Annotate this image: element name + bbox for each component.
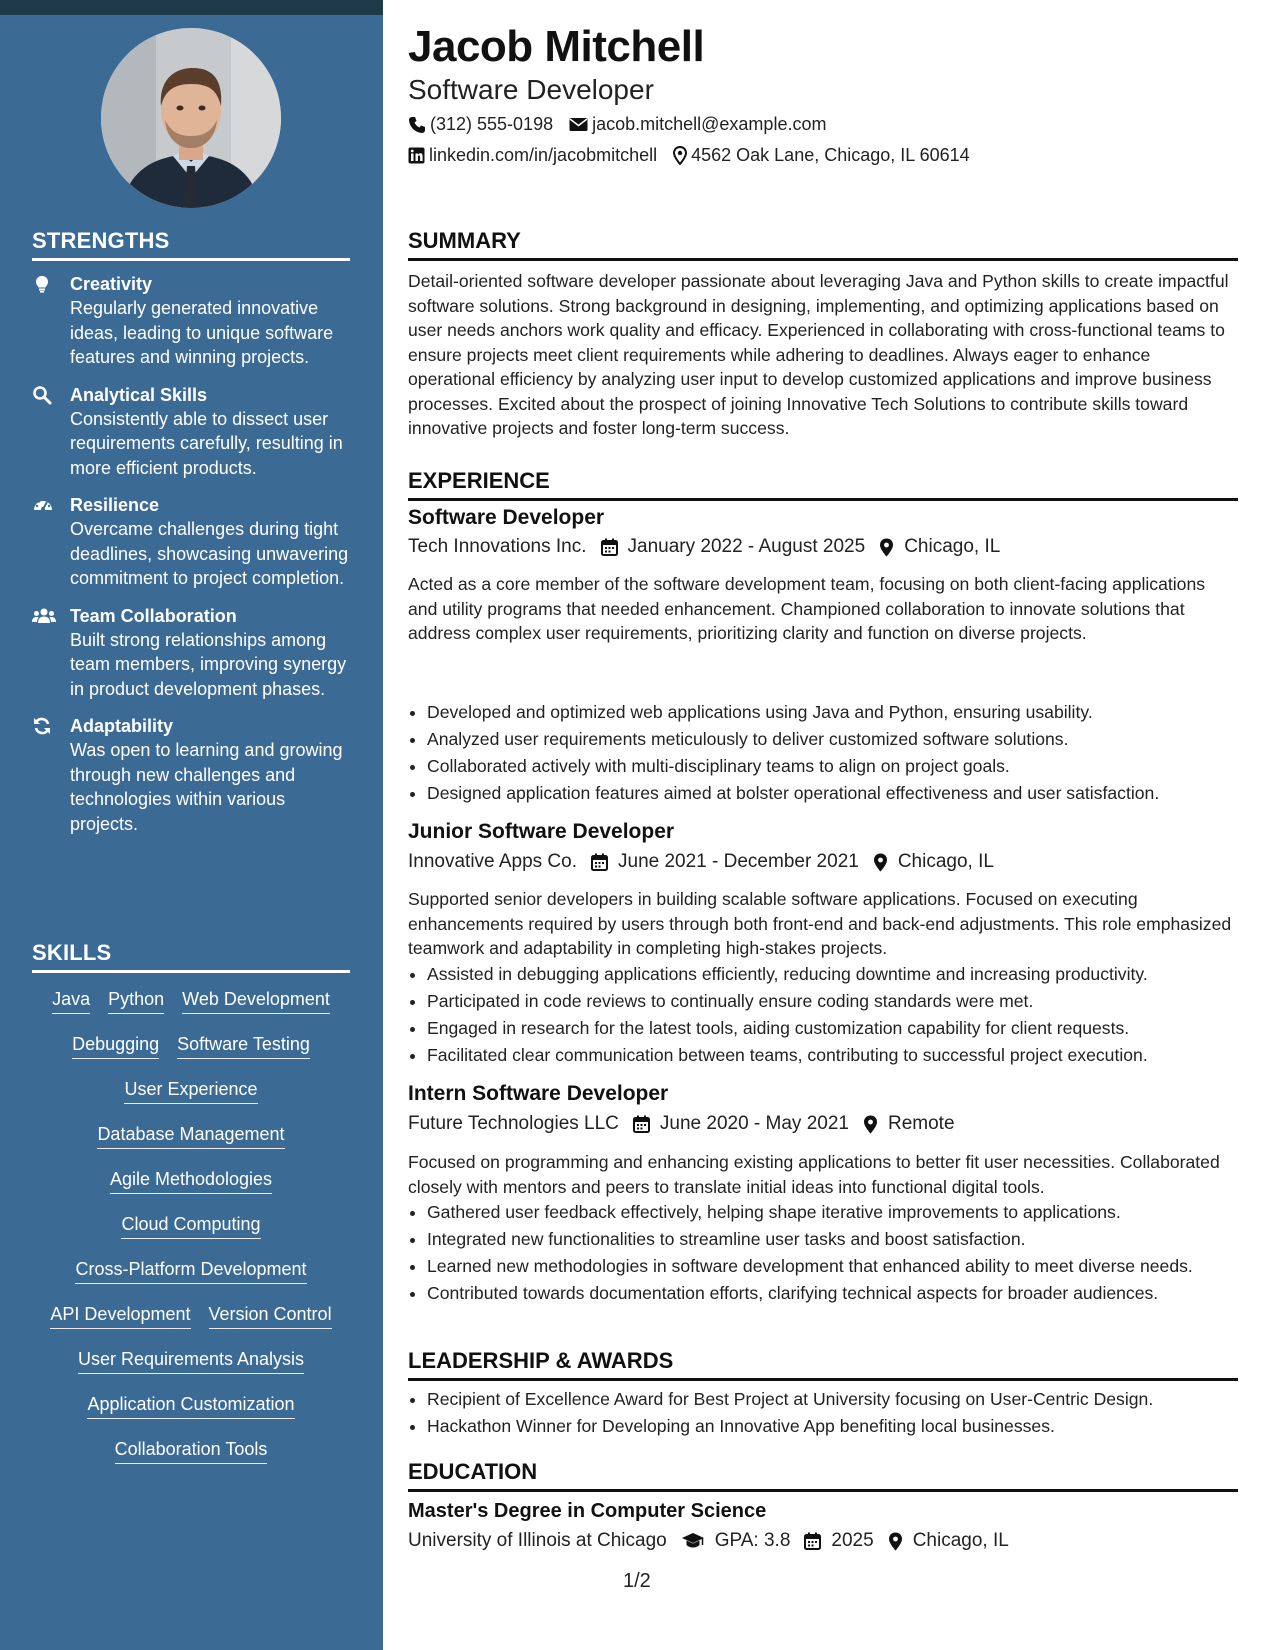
map-pin-icon bbox=[879, 538, 894, 557]
job-description: Focused on programming and enhancing existing applications to better fit user necessities. Collaborated closely with mentors and peers to translate initial ideas into functional digital tools. bbox=[408, 1152, 1220, 1197]
phone-contact bbox=[408, 114, 553, 135]
linkedin-icon bbox=[408, 147, 425, 164]
list-item: • Learned new methodologies in software development that enhanced ability to meet diverse needs. bbox=[427, 1254, 1257, 1279]
skill-tag: Debugging bbox=[72, 1032, 159, 1059]
skill-tag: Software Testing bbox=[177, 1032, 310, 1059]
skills-row bbox=[32, 1122, 350, 1167]
skill-tag: Cross-Platform Development bbox=[75, 1257, 306, 1284]
job-location: Chicago, IL bbox=[904, 536, 1001, 557]
education-heading: EDUCATION bbox=[408, 1459, 1238, 1492]
map-pin-icon bbox=[888, 1532, 903, 1551]
job-bullets bbox=[408, 962, 1257, 1070]
users-icon bbox=[32, 604, 70, 702]
job-title: Software Developer bbox=[408, 506, 605, 529]
refresh-icon bbox=[32, 714, 70, 836]
summary-text: Detail-oriented software developer passionate about leveraging Java and Python skills to create impactful software solutions. Strong background in designing, implementing, and optimizing applications based on user needs anchors work quality and efficacy. Experienced in collaborating with cross-functional teams to ensure projects meet client requirements while adhering to deadlines. Always eager to enhance operational efficiency by analyzing user input to develop customized applications and improve business processes. Excited about the prospect of joining Innovative Tech Solutions to contribute skills toward innovative projects and foster long-term success. bbox=[408, 271, 1229, 438]
skill-tag: Web Development bbox=[182, 987, 330, 1014]
strength-title: Creativity bbox=[70, 274, 153, 294]
top-accent-bar bbox=[0, 0, 383, 15]
phone-text: (312) 555-0198 bbox=[430, 114, 554, 134]
skills-row bbox=[32, 1347, 350, 1392]
contact-row bbox=[408, 145, 986, 166]
school-name: University of Illinois at Chicago bbox=[408, 1530, 667, 1551]
skill-tag: Version Control bbox=[209, 1302, 332, 1329]
list-item: • Gathered user feedback effectively, helping shape iterative improvements to applications. bbox=[427, 1200, 1257, 1225]
job-meta bbox=[408, 851, 994, 873]
strength-description: Overcame challenges during tight deadlines, showcasing unwavering commitment to project completion. bbox=[70, 519, 349, 588]
linkedin-link[interactable]: linkedin.com/in/jacobmitchell bbox=[429, 145, 658, 165]
page-number: 1/2 bbox=[623, 1570, 651, 1592]
strength-item bbox=[32, 272, 357, 370]
profile-photo bbox=[101, 28, 281, 208]
skill-tag: Java bbox=[52, 987, 90, 1014]
calendar-icon bbox=[591, 853, 608, 871]
job-bullets bbox=[408, 1200, 1257, 1308]
strength-title: Team Collaboration bbox=[70, 605, 237, 626]
skills-list bbox=[32, 987, 350, 1482]
strength-title: Adaptability bbox=[70, 716, 174, 736]
skills-heading: SKILLS bbox=[32, 940, 350, 973]
strengths-heading: STRENGTHS bbox=[32, 228, 350, 261]
map-pin-icon bbox=[873, 853, 888, 872]
sidebar bbox=[0, 15, 383, 1650]
job-description: Supported senior developers in building scalable software applications. Focused on executing enhancements required by users through both front-end and back-end adjustments. This role emphasized teamwork and adaptability in completing high-stakes projects. bbox=[408, 889, 1232, 958]
strength-title: Resilience bbox=[70, 495, 160, 515]
job-dates: June 2021 - December 2021 bbox=[618, 851, 859, 872]
education-location: Chicago, IL bbox=[912, 1530, 1009, 1551]
skill-tag: User Experience bbox=[124, 1077, 257, 1104]
lightbulb-icon bbox=[32, 272, 70, 370]
candidate-name: Jacob Mitchell bbox=[408, 22, 705, 71]
graduation-year: 2025 bbox=[831, 1530, 874, 1551]
skill-tag: Python bbox=[108, 987, 164, 1014]
calendar-icon bbox=[804, 1532, 821, 1550]
job-location: Chicago, IL bbox=[897, 851, 994, 872]
skill-tag: API Development bbox=[50, 1302, 190, 1329]
list-item: • Developed and optimized web applications using Java and Python, ensuring usability. bbox=[427, 700, 1257, 725]
gpa-text: GPA: 3.8 bbox=[714, 1530, 791, 1551]
education-meta bbox=[408, 1530, 1009, 1552]
envelope-icon bbox=[569, 117, 588, 132]
job-dates: January 2022 - August 2025 bbox=[627, 536, 866, 557]
list-item: • Engaged in research for the latest tools, aiding customization capability for client requests. bbox=[427, 1016, 1257, 1041]
awards-list bbox=[408, 1387, 1257, 1441]
strength-item bbox=[32, 714, 357, 836]
strength-item bbox=[32, 493, 357, 591]
skills-row bbox=[32, 987, 350, 1032]
company-name: Tech Innovations Inc. bbox=[408, 536, 587, 557]
list-item: • Collaborated actively with multi-disciplinary teams to align on project goals. bbox=[427, 754, 1257, 779]
list-item: • Assisted in debugging applications efficiently, reducing downtime and increasing productivity. bbox=[427, 962, 1257, 987]
company-name: Future Technologies LLC bbox=[408, 1113, 619, 1134]
address-text: 4562 Oak Lane, Chicago, IL 60614 bbox=[691, 145, 970, 165]
skill-tag: Cloud Computing bbox=[121, 1212, 260, 1239]
list-item: • Recipient of Excellence Award for Best Project at University focusing on User-Centric Design. bbox=[427, 1387, 1257, 1412]
skills-row bbox=[32, 1032, 350, 1077]
list-item: • Integrated new functionalities to streamline user tasks and boost satisfaction. bbox=[427, 1227, 1257, 1252]
job-meta bbox=[408, 1113, 955, 1135]
awards-heading: LEADERSHIP & AWARDS bbox=[408, 1348, 1238, 1381]
job-dates: June 2020 - May 2021 bbox=[659, 1113, 849, 1134]
strength-description: Was open to learning and growing through new challenges and technologies within various projects. bbox=[70, 740, 343, 834]
skills-row bbox=[32, 1077, 350, 1122]
skills-row bbox=[32, 1392, 350, 1437]
job-location: Remote bbox=[887, 1113, 955, 1134]
job-title: Intern Software Developer bbox=[408, 1082, 669, 1105]
contact-row bbox=[408, 114, 842, 135]
skills-row bbox=[32, 1257, 350, 1302]
skill-tag: User Requirements Analysis bbox=[78, 1347, 304, 1374]
list-item: • Facilitated clear communication between teams, contributing to successful project execution. bbox=[427, 1043, 1257, 1068]
email-contact[interactable] bbox=[569, 114, 826, 135]
list-item: • Designed application features aimed at bolster operational effectiveness and user satisfaction. bbox=[427, 781, 1257, 806]
map-pin-icon bbox=[863, 1115, 878, 1134]
skill-tag: Agile Methodologies bbox=[110, 1167, 272, 1194]
list-item: • Analyzed user requirements meticulously to deliver customized software solutions. bbox=[427, 727, 1257, 752]
strength-description: Consistently able to dissect user requirements carefully, resulting in more efficient products. bbox=[70, 408, 343, 478]
email-link[interactable]: jacob.mitchell@example.com bbox=[592, 114, 827, 134]
job-title: Junior Software Developer bbox=[408, 820, 675, 843]
skill-tag: Application Customization bbox=[87, 1392, 294, 1419]
skills-row bbox=[32, 1302, 350, 1347]
list-item: • Contributed towards documentation efforts, clarifying technical aspects for broader audiences. bbox=[427, 1281, 1257, 1306]
skills-row bbox=[32, 1437, 350, 1482]
candidate-title: Software Developer bbox=[408, 74, 654, 105]
strength-description: Regularly generated innovative ideas, leading to unique software features and winning projects. bbox=[70, 298, 334, 367]
calendar-icon bbox=[633, 1115, 650, 1133]
phone-icon bbox=[408, 116, 426, 134]
skills-row bbox=[32, 1167, 350, 1212]
linkedin-contact[interactable] bbox=[408, 145, 657, 166]
skill-tag: Collaboration Tools bbox=[115, 1437, 268, 1464]
skill-tag: Database Management bbox=[97, 1122, 284, 1149]
graduation-cap-icon bbox=[681, 1532, 705, 1550]
degree-title: Master's Degree in Computer Science bbox=[408, 1500, 767, 1522]
address-contact bbox=[673, 145, 970, 166]
company-name: Innovative Apps Co. bbox=[408, 851, 577, 872]
summary-heading: SUMMARY bbox=[408, 228, 1238, 261]
strengths-list bbox=[32, 272, 357, 849]
list-item: • Hackathon Winner for Developing an Innovative App benefiting local businesses. bbox=[427, 1414, 1257, 1439]
job-description: Acted as a core member of the software development team, focusing on both client-facing applications and utility programs that needed enhancement. Championed collaboration to innovate solutions that address complex user requirements, prioritizing clarity and function on diverse projects. bbox=[408, 574, 1206, 643]
calendar-icon bbox=[601, 538, 618, 556]
strength-item bbox=[32, 604, 357, 702]
list-item: • Participated in code reviews to continually ensure coding standards were met. bbox=[427, 989, 1257, 1014]
gauge-icon bbox=[32, 493, 70, 591]
strength-description: Built strong relationships among team members, improving synergy in product development phases. bbox=[70, 629, 347, 699]
strength-title: Analytical Skills bbox=[70, 384, 208, 405]
experience-heading: EXPERIENCE bbox=[408, 468, 1238, 501]
search-icon bbox=[32, 383, 70, 481]
job-meta bbox=[408, 536, 1000, 558]
skills-row bbox=[32, 1212, 350, 1257]
job-bullets bbox=[408, 700, 1257, 808]
strength-item bbox=[32, 383, 357, 481]
map-pin-icon bbox=[673, 146, 687, 165]
